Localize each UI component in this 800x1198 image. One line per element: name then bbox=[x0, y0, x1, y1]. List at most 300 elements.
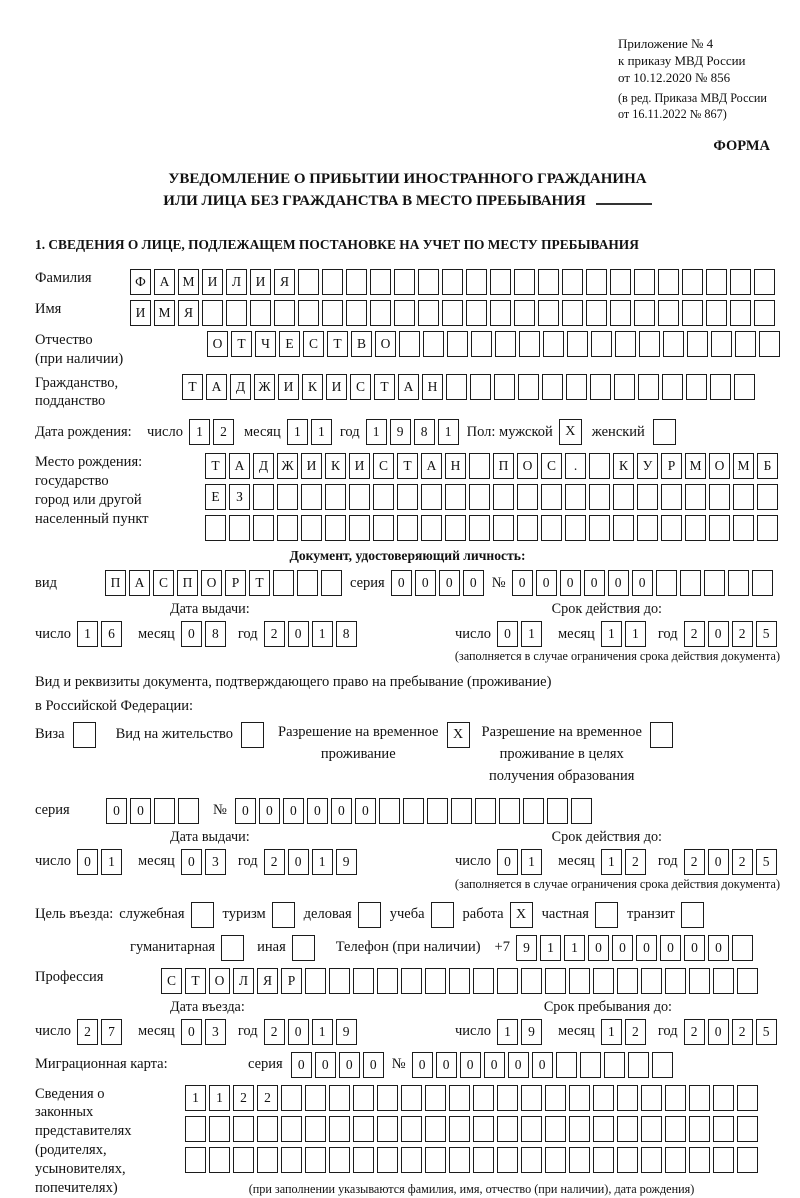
char-cell[interactable] bbox=[178, 798, 199, 824]
char-cell[interactable]: Т bbox=[397, 453, 418, 479]
char-cell[interactable]: 1 bbox=[564, 935, 585, 961]
char-cell[interactable]: П bbox=[493, 453, 514, 479]
char-cell[interactable] bbox=[589, 484, 610, 510]
entry-year-cells[interactable] bbox=[264, 1019, 357, 1045]
char-cell[interactable]: А bbox=[154, 269, 175, 295]
char-cell[interactable]: Т bbox=[249, 570, 270, 596]
char-cell[interactable] bbox=[401, 1116, 422, 1142]
char-cell[interactable]: 5 bbox=[756, 621, 777, 647]
char-cell[interactable] bbox=[541, 515, 562, 541]
representatives-cells-row2[interactable] bbox=[185, 1116, 758, 1142]
char-cell[interactable]: Я bbox=[178, 300, 199, 326]
char-cell[interactable] bbox=[519, 331, 540, 357]
char-cell[interactable] bbox=[329, 968, 350, 994]
char-cell[interactable] bbox=[523, 798, 544, 824]
char-cell[interactable] bbox=[442, 300, 463, 326]
char-cell[interactable] bbox=[686, 374, 707, 400]
name-cells[interactable] bbox=[130, 300, 775, 326]
char-cell[interactable] bbox=[713, 1147, 734, 1173]
char-cell[interactable]: 2 bbox=[684, 849, 705, 875]
char-cell[interactable]: Т bbox=[185, 968, 206, 994]
char-cell[interactable] bbox=[209, 1116, 230, 1142]
char-cell[interactable] bbox=[569, 1085, 590, 1111]
char-cell[interactable] bbox=[250, 300, 271, 326]
char-cell[interactable] bbox=[713, 968, 734, 994]
char-cell[interactable]: О bbox=[201, 570, 222, 596]
char-cell[interactable]: 1 bbox=[601, 621, 622, 647]
char-cell[interactable]: Д bbox=[230, 374, 251, 400]
doc-issue-day-cells[interactable] bbox=[77, 621, 122, 647]
char-cell[interactable]: Р bbox=[661, 453, 682, 479]
char-cell[interactable] bbox=[613, 515, 634, 541]
char-cell[interactable] bbox=[543, 331, 564, 357]
char-cell[interactable]: 8 bbox=[336, 621, 357, 647]
permit-valid-year-cells[interactable] bbox=[684, 849, 777, 875]
char-cell[interactable] bbox=[233, 1147, 254, 1173]
char-cell[interactable] bbox=[353, 1147, 374, 1173]
char-cell[interactable] bbox=[185, 1116, 206, 1142]
char-cell[interactable]: Т bbox=[205, 453, 226, 479]
char-cell[interactable] bbox=[490, 300, 511, 326]
char-cell[interactable]: 0 bbox=[412, 1052, 433, 1078]
purpose-business-checkbox[interactable] bbox=[358, 902, 381, 928]
profession-cells[interactable] bbox=[161, 968, 758, 994]
doc-valid-day-cells[interactable] bbox=[497, 621, 542, 647]
char-cell[interactable] bbox=[449, 968, 470, 994]
purpose-other-checkbox[interactable] bbox=[292, 935, 315, 961]
char-cell[interactable] bbox=[538, 300, 559, 326]
char-cell[interactable] bbox=[566, 374, 587, 400]
char-cell[interactable]: В bbox=[351, 331, 372, 357]
birth-month-cells[interactable] bbox=[287, 419, 332, 445]
permit-series-cells[interactable] bbox=[106, 798, 199, 824]
char-cell[interactable] bbox=[706, 269, 727, 295]
char-cell[interactable]: 0 bbox=[315, 1052, 336, 1078]
char-cell[interactable]: М bbox=[178, 269, 199, 295]
char-cell[interactable]: 6 bbox=[101, 621, 122, 647]
char-cell[interactable] bbox=[273, 570, 294, 596]
char-cell[interactable] bbox=[689, 968, 710, 994]
char-cell[interactable] bbox=[562, 269, 583, 295]
char-cell[interactable] bbox=[637, 484, 658, 510]
char-cell[interactable]: Н bbox=[422, 374, 443, 400]
char-cell[interactable] bbox=[637, 515, 658, 541]
char-cell[interactable] bbox=[569, 1116, 590, 1142]
char-cell[interactable]: 0 bbox=[436, 1052, 457, 1078]
char-cell[interactable]: 2 bbox=[732, 849, 753, 875]
char-cell[interactable] bbox=[301, 515, 322, 541]
char-cell[interactable] bbox=[274, 300, 295, 326]
char-cell[interactable] bbox=[604, 1052, 625, 1078]
char-cell[interactable] bbox=[377, 1116, 398, 1142]
char-cell[interactable]: А bbox=[398, 374, 419, 400]
char-cell[interactable] bbox=[569, 1147, 590, 1173]
char-cell[interactable] bbox=[394, 269, 415, 295]
char-cell[interactable]: И bbox=[202, 269, 223, 295]
char-cell[interactable]: 0 bbox=[259, 798, 280, 824]
char-cell[interactable]: 0 bbox=[508, 1052, 529, 1078]
char-cell[interactable]: О bbox=[709, 453, 730, 479]
char-cell[interactable] bbox=[473, 1085, 494, 1111]
surname-cells[interactable] bbox=[130, 269, 775, 295]
char-cell[interactable] bbox=[518, 374, 539, 400]
char-cell[interactable] bbox=[297, 570, 318, 596]
char-cell[interactable] bbox=[401, 968, 422, 994]
birthplace-cells-row3[interactable] bbox=[205, 515, 778, 541]
char-cell[interactable] bbox=[682, 269, 703, 295]
char-cell[interactable] bbox=[493, 515, 514, 541]
purpose-official-checkbox[interactable] bbox=[191, 902, 214, 928]
char-cell[interactable] bbox=[449, 1116, 470, 1142]
char-cell[interactable] bbox=[737, 968, 758, 994]
char-cell[interactable]: 1 bbox=[540, 935, 561, 961]
char-cell[interactable] bbox=[349, 484, 370, 510]
char-cell[interactable] bbox=[418, 269, 439, 295]
char-cell[interactable] bbox=[475, 798, 496, 824]
char-cell[interactable]: С bbox=[350, 374, 371, 400]
char-cell[interactable] bbox=[565, 484, 586, 510]
char-cell[interactable] bbox=[346, 300, 367, 326]
char-cell[interactable] bbox=[425, 968, 446, 994]
char-cell[interactable]: Т bbox=[231, 331, 252, 357]
char-cell[interactable] bbox=[397, 515, 418, 541]
char-cell[interactable] bbox=[185, 1147, 206, 1173]
char-cell[interactable] bbox=[447, 331, 468, 357]
char-cell[interactable] bbox=[517, 515, 538, 541]
char-cell[interactable]: 2 bbox=[625, 849, 646, 875]
char-cell[interactable]: 7 bbox=[101, 1019, 122, 1045]
char-cell[interactable] bbox=[277, 484, 298, 510]
char-cell[interactable] bbox=[517, 484, 538, 510]
visa-checkbox[interactable] bbox=[73, 722, 96, 748]
char-cell[interactable] bbox=[305, 1116, 326, 1142]
representatives-cells-row3[interactable] bbox=[185, 1147, 758, 1173]
char-cell[interactable] bbox=[732, 935, 753, 961]
char-cell[interactable]: 1 bbox=[625, 621, 646, 647]
char-cell[interactable]: 0 bbox=[460, 1052, 481, 1078]
char-cell[interactable] bbox=[615, 331, 636, 357]
char-cell[interactable]: 1 bbox=[311, 419, 332, 445]
char-cell[interactable]: З bbox=[229, 484, 250, 510]
char-cell[interactable] bbox=[638, 374, 659, 400]
char-cell[interactable] bbox=[399, 331, 420, 357]
char-cell[interactable]: 0 bbox=[684, 935, 705, 961]
char-cell[interactable] bbox=[613, 484, 634, 510]
char-cell[interactable]: У bbox=[637, 453, 658, 479]
char-cell[interactable] bbox=[209, 1147, 230, 1173]
char-cell[interactable]: 0 bbox=[130, 798, 151, 824]
char-cell[interactable] bbox=[545, 1147, 566, 1173]
char-cell[interactable] bbox=[593, 1147, 614, 1173]
char-cell[interactable]: 5 bbox=[756, 849, 777, 875]
char-cell[interactable] bbox=[154, 798, 175, 824]
char-cell[interactable]: И bbox=[278, 374, 299, 400]
char-cell[interactable]: 0 bbox=[532, 1052, 553, 1078]
char-cell[interactable] bbox=[593, 1116, 614, 1142]
char-cell[interactable] bbox=[737, 1147, 758, 1173]
char-cell[interactable]: 0 bbox=[439, 570, 460, 596]
char-cell[interactable]: 0 bbox=[612, 935, 633, 961]
char-cell[interactable] bbox=[421, 515, 442, 541]
char-cell[interactable]: 0 bbox=[536, 570, 557, 596]
char-cell[interactable] bbox=[322, 269, 343, 295]
char-cell[interactable]: О bbox=[209, 968, 230, 994]
char-cell[interactable] bbox=[281, 1085, 302, 1111]
char-cell[interactable]: С bbox=[541, 453, 562, 479]
char-cell[interactable] bbox=[593, 1085, 614, 1111]
char-cell[interactable] bbox=[689, 1147, 710, 1173]
char-cell[interactable]: 1 bbox=[312, 621, 333, 647]
char-cell[interactable]: 0 bbox=[288, 849, 309, 875]
char-cell[interactable]: 9 bbox=[390, 419, 411, 445]
char-cell[interactable]: 1 bbox=[312, 849, 333, 875]
char-cell[interactable] bbox=[586, 269, 607, 295]
birth-year-cells[interactable] bbox=[366, 419, 459, 445]
char-cell[interactable]: Ж bbox=[277, 453, 298, 479]
char-cell[interactable] bbox=[490, 269, 511, 295]
char-cell[interactable] bbox=[425, 1085, 446, 1111]
char-cell[interactable]: . bbox=[565, 453, 586, 479]
char-cell[interactable] bbox=[710, 374, 731, 400]
purpose-study-checkbox[interactable] bbox=[431, 902, 454, 928]
birthplace-cells-row1[interactable] bbox=[205, 453, 778, 479]
char-cell[interactable]: 0 bbox=[283, 798, 304, 824]
char-cell[interactable] bbox=[586, 300, 607, 326]
char-cell[interactable]: А bbox=[421, 453, 442, 479]
char-cell[interactable] bbox=[349, 515, 370, 541]
char-cell[interactable]: 0 bbox=[708, 621, 729, 647]
purpose-transit-checkbox[interactable] bbox=[681, 902, 704, 928]
char-cell[interactable] bbox=[418, 300, 439, 326]
char-cell[interactable]: 1 bbox=[77, 621, 98, 647]
char-cell[interactable]: Е bbox=[205, 484, 226, 510]
migration-series-cells[interactable] bbox=[291, 1052, 384, 1078]
char-cell[interactable] bbox=[470, 374, 491, 400]
char-cell[interactable]: М bbox=[733, 453, 754, 479]
char-cell[interactable]: 0 bbox=[77, 849, 98, 875]
char-cell[interactable]: 5 bbox=[756, 1019, 777, 1045]
char-cell[interactable] bbox=[711, 331, 732, 357]
char-cell[interactable]: 2 bbox=[233, 1085, 254, 1111]
char-cell[interactable] bbox=[541, 484, 562, 510]
char-cell[interactable] bbox=[589, 515, 610, 541]
char-cell[interactable] bbox=[451, 798, 472, 824]
permit-issue-day-cells[interactable] bbox=[77, 849, 122, 875]
char-cell[interactable] bbox=[473, 1116, 494, 1142]
char-cell[interactable] bbox=[379, 798, 400, 824]
char-cell[interactable] bbox=[661, 515, 682, 541]
char-cell[interactable]: 2 bbox=[732, 1019, 753, 1045]
birth-day-cells[interactable] bbox=[189, 419, 234, 445]
char-cell[interactable] bbox=[735, 331, 756, 357]
char-cell[interactable]: 0 bbox=[584, 570, 605, 596]
char-cell[interactable] bbox=[521, 1147, 542, 1173]
char-cell[interactable] bbox=[542, 374, 563, 400]
char-cell[interactable] bbox=[353, 968, 374, 994]
char-cell[interactable]: И bbox=[130, 300, 151, 326]
char-cell[interactable] bbox=[665, 1085, 686, 1111]
char-cell[interactable]: 0 bbox=[181, 621, 202, 647]
char-cell[interactable] bbox=[759, 331, 780, 357]
char-cell[interactable] bbox=[709, 484, 730, 510]
char-cell[interactable] bbox=[737, 1116, 758, 1142]
char-cell[interactable] bbox=[652, 1052, 673, 1078]
char-cell[interactable] bbox=[754, 300, 775, 326]
char-cell[interactable] bbox=[403, 798, 424, 824]
doc-series-cells[interactable] bbox=[391, 570, 484, 596]
char-cell[interactable] bbox=[567, 331, 588, 357]
char-cell[interactable]: 2 bbox=[213, 419, 234, 445]
char-cell[interactable] bbox=[495, 331, 516, 357]
char-cell[interactable]: П bbox=[177, 570, 198, 596]
char-cell[interactable] bbox=[346, 269, 367, 295]
char-cell[interactable]: Б bbox=[757, 453, 778, 479]
char-cell[interactable] bbox=[730, 269, 751, 295]
char-cell[interactable]: 1 bbox=[497, 1019, 518, 1045]
char-cell[interactable] bbox=[353, 1116, 374, 1142]
char-cell[interactable]: К bbox=[613, 453, 634, 479]
char-cell[interactable]: Я bbox=[274, 269, 295, 295]
char-cell[interactable]: 1 bbox=[189, 419, 210, 445]
residence-permit-checkbox[interactable] bbox=[241, 722, 264, 748]
char-cell[interactable]: Т bbox=[327, 331, 348, 357]
permit-number-cells[interactable] bbox=[235, 798, 592, 824]
char-cell[interactable] bbox=[281, 1147, 302, 1173]
char-cell[interactable] bbox=[665, 1116, 686, 1142]
char-cell[interactable]: 2 bbox=[625, 1019, 646, 1045]
char-cell[interactable] bbox=[656, 570, 677, 596]
char-cell[interactable] bbox=[565, 515, 586, 541]
char-cell[interactable] bbox=[685, 484, 706, 510]
stay-month-cells[interactable] bbox=[601, 1019, 646, 1045]
phone-cells[interactable] bbox=[516, 935, 753, 961]
char-cell[interactable] bbox=[713, 1116, 734, 1142]
char-cell[interactable]: 2 bbox=[684, 621, 705, 647]
char-cell[interactable] bbox=[493, 484, 514, 510]
char-cell[interactable]: П bbox=[105, 570, 126, 596]
char-cell[interactable]: 0 bbox=[497, 849, 518, 875]
char-cell[interactable] bbox=[497, 1116, 518, 1142]
char-cell[interactable] bbox=[521, 968, 542, 994]
char-cell[interactable] bbox=[449, 1085, 470, 1111]
char-cell[interactable]: С bbox=[373, 453, 394, 479]
char-cell[interactable] bbox=[233, 1116, 254, 1142]
char-cell[interactable]: 1 bbox=[366, 419, 387, 445]
char-cell[interactable] bbox=[226, 300, 247, 326]
char-cell[interactable] bbox=[733, 484, 754, 510]
char-cell[interactable] bbox=[658, 269, 679, 295]
char-cell[interactable]: С bbox=[153, 570, 174, 596]
char-cell[interactable] bbox=[301, 484, 322, 510]
char-cell[interactable]: Д bbox=[253, 453, 274, 479]
representatives-cells-row1[interactable] bbox=[185, 1085, 758, 1111]
char-cell[interactable] bbox=[473, 1147, 494, 1173]
char-cell[interactable]: 3 bbox=[205, 1019, 226, 1045]
migration-number-cells[interactable] bbox=[412, 1052, 673, 1078]
char-cell[interactable] bbox=[547, 798, 568, 824]
char-cell[interactable]: 0 bbox=[484, 1052, 505, 1078]
char-cell[interactable] bbox=[466, 269, 487, 295]
char-cell[interactable]: С bbox=[303, 331, 324, 357]
purpose-humanitarian-checkbox[interactable] bbox=[221, 935, 244, 961]
char-cell[interactable] bbox=[446, 374, 467, 400]
temp-permit-edu-checkbox[interactable] bbox=[650, 722, 673, 748]
char-cell[interactable] bbox=[538, 269, 559, 295]
char-cell[interactable]: 0 bbox=[463, 570, 484, 596]
char-cell[interactable] bbox=[713, 1085, 734, 1111]
char-cell[interactable]: 8 bbox=[205, 621, 226, 647]
char-cell[interactable] bbox=[641, 1116, 662, 1142]
char-cell[interactable] bbox=[685, 515, 706, 541]
char-cell[interactable] bbox=[689, 1085, 710, 1111]
char-cell[interactable] bbox=[298, 269, 319, 295]
char-cell[interactable] bbox=[682, 300, 703, 326]
doc-valid-month-cells[interactable] bbox=[601, 621, 646, 647]
char-cell[interactable] bbox=[469, 515, 490, 541]
char-cell[interactable] bbox=[704, 570, 725, 596]
char-cell[interactable] bbox=[617, 1085, 638, 1111]
char-cell[interactable]: Т bbox=[374, 374, 395, 400]
char-cell[interactable] bbox=[521, 1116, 542, 1142]
char-cell[interactable] bbox=[591, 331, 612, 357]
char-cell[interactable]: 1 bbox=[438, 419, 459, 445]
char-cell[interactable]: 0 bbox=[512, 570, 533, 596]
char-cell[interactable] bbox=[757, 484, 778, 510]
char-cell[interactable]: М bbox=[154, 300, 175, 326]
char-cell[interactable] bbox=[658, 300, 679, 326]
char-cell[interactable] bbox=[617, 968, 638, 994]
char-cell[interactable]: 0 bbox=[363, 1052, 384, 1078]
char-cell[interactable] bbox=[425, 1116, 446, 1142]
char-cell[interactable]: Ж bbox=[254, 374, 275, 400]
char-cell[interactable] bbox=[373, 515, 394, 541]
char-cell[interactable] bbox=[728, 570, 749, 596]
char-cell[interactable] bbox=[471, 331, 492, 357]
char-cell[interactable] bbox=[734, 374, 755, 400]
char-cell[interactable] bbox=[514, 269, 535, 295]
char-cell[interactable]: 3 bbox=[205, 849, 226, 875]
char-cell[interactable] bbox=[377, 1147, 398, 1173]
char-cell[interactable] bbox=[253, 484, 274, 510]
char-cell[interactable]: О bbox=[207, 331, 228, 357]
char-cell[interactable]: 9 bbox=[521, 1019, 542, 1045]
char-cell[interactable] bbox=[641, 1147, 662, 1173]
char-cell[interactable] bbox=[497, 1085, 518, 1111]
char-cell[interactable] bbox=[401, 1147, 422, 1173]
char-cell[interactable]: 2 bbox=[77, 1019, 98, 1045]
char-cell[interactable] bbox=[370, 269, 391, 295]
char-cell[interactable]: И bbox=[349, 453, 370, 479]
sex-female-checkbox[interactable] bbox=[653, 419, 676, 445]
char-cell[interactable] bbox=[665, 1147, 686, 1173]
char-cell[interactable] bbox=[377, 968, 398, 994]
char-cell[interactable] bbox=[394, 300, 415, 326]
char-cell[interactable] bbox=[614, 374, 635, 400]
char-cell[interactable] bbox=[425, 1147, 446, 1173]
char-cell[interactable] bbox=[617, 1147, 638, 1173]
char-cell[interactable]: А bbox=[229, 453, 250, 479]
char-cell[interactable]: 0 bbox=[708, 1019, 729, 1045]
char-cell[interactable]: 1 bbox=[601, 849, 622, 875]
char-cell[interactable] bbox=[562, 300, 583, 326]
char-cell[interactable] bbox=[321, 570, 342, 596]
char-cell[interactable] bbox=[514, 300, 535, 326]
entry-day-cells[interactable] bbox=[77, 1019, 122, 1045]
char-cell[interactable]: 0 bbox=[355, 798, 376, 824]
char-cell[interactable] bbox=[473, 968, 494, 994]
char-cell[interactable]: М bbox=[685, 453, 706, 479]
char-cell[interactable]: Я bbox=[257, 968, 278, 994]
